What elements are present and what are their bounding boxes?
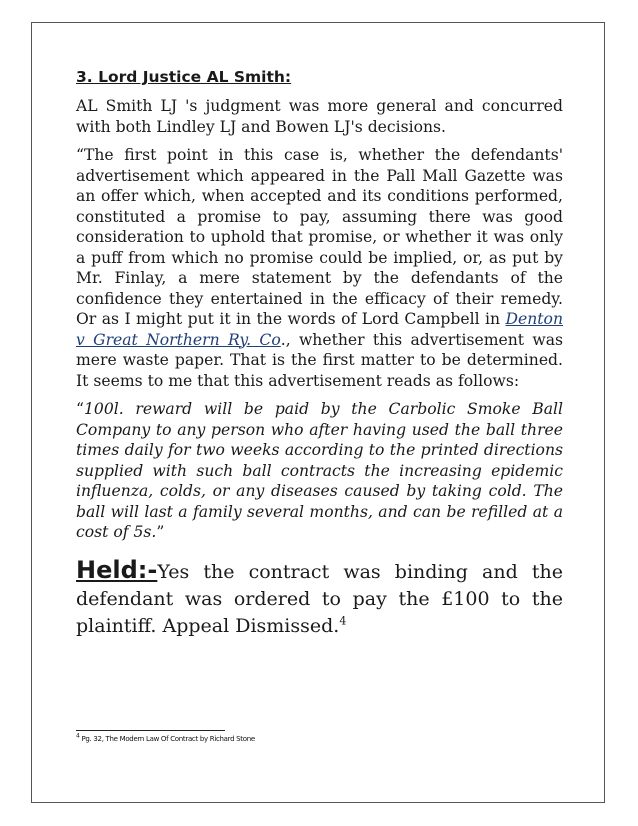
document-body	[76, 68, 563, 640]
paragraph-judgment	[76, 145, 563, 391]
footnote-reference[interactable]: 4	[339, 614, 347, 628]
judgment-text-after: ., whether this advertisement was mere waste paper. That is the first matter to be determined. It seems to me that this advertisement reads as follows:	[76, 330, 563, 390]
quote-open-mark: “	[76, 400, 84, 418]
held-paragraph	[76, 557, 563, 640]
case-citation-link[interactable]: Denton v Great Northern Ry. Co	[76, 310, 563, 349]
footnote	[76, 732, 255, 743]
paragraph-intro: AL Smith LJ 's judgment was more general and concurred with both Lindley LJ and Bowen LJ's decisions.	[76, 97, 563, 136]
section-heading: 3. Lord Justice AL Smith:	[76, 68, 292, 86]
quote-text: 100l. reward will be paid by the Carbolic Smoke Ball Company to any person who after having used the ball three times daily for two weeks according to the printed directions supplied with such ball contracts the increasing epidemic influenza, colds, or any diseases caused by taking cold. The ball will last a family several months, and can be refilled at a cost of 5s.	[76, 400, 563, 541]
footnote-number: 4	[76, 732, 80, 740]
judgment-text-before: “The first point in this case is, whether the defendants' advertisement which appeared in the Pall Mall Gazette was an offer which, when accepted and its conditions performed, constituted a promise to pay, assuming there was good consideration to uphold that promise, or whether it was only a puff from which no promise could be implied, or, as put by Mr. Finlay, a mere statement by the defendants of the confidence they entertained in the efficacy of their remedy. Or as I might put it in the words of Lord Campbell in	[76, 146, 563, 328]
footnote-divider	[76, 730, 225, 731]
footnote-text: Pg. 32, The Modern Law Of Contract by Richard Stone	[81, 735, 255, 743]
advertisement-quote	[76, 399, 563, 543]
held-label: Held:-	[76, 555, 158, 584]
held-text: Yes the contract was binding and the defendant was ordered to pay the £100 to the plaintiff. Appeal Dismissed.	[76, 560, 563, 637]
quote-close-mark: ”	[156, 523, 165, 541]
